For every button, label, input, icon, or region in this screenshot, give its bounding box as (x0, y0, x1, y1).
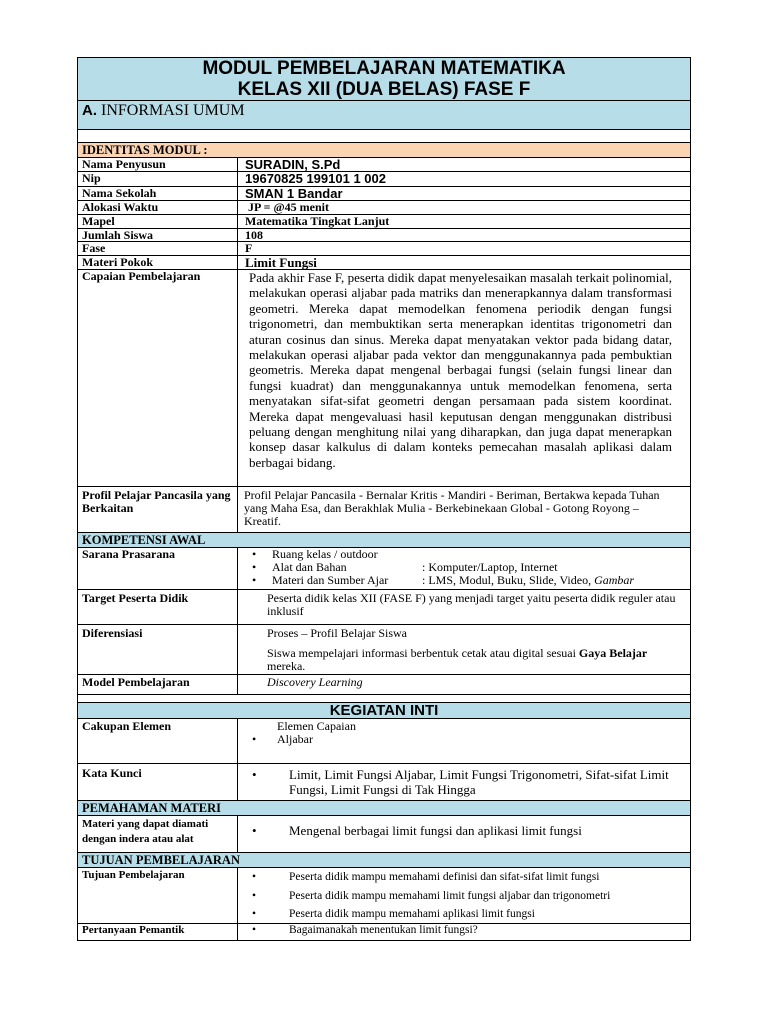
sarana-item (238, 574, 690, 587)
cakupan-title: Elemen Capaian (277, 719, 356, 733)
pemahaman-item (238, 824, 690, 837)
label-alokasi-waktu: Alokasi Waktu (78, 201, 238, 214)
row-mapel (78, 215, 690, 229)
row-nama-penyusun (78, 158, 690, 172)
value-jumlah-siswa: 108 (245, 228, 263, 242)
label-cakupan-elemen: Cakupan Elemen (78, 719, 238, 763)
cakupan-item-text: Aljabar (277, 732, 313, 746)
tujuan-list (238, 868, 690, 924)
diferensiasi-line-2 (267, 647, 672, 673)
sarana-item-detail-italic: Gambar (594, 573, 635, 587)
tujuan-item (238, 868, 690, 887)
diferensiasi-text-end: mereka. (267, 659, 306, 673)
sarana-item-detail: : LMS, Modul, Buku, Slide, Video, (422, 573, 592, 587)
label-pertanyaan-pemantik: Pertanyaan Pemantik (78, 924, 238, 940)
value-model-pembelajaran: Discovery Learning (267, 675, 363, 689)
value-capaian-pembelajaran: Pada akhir Fase F, peserta didik dapat menyelesaikan masalah terkait polinomial, melakukan operasi aljabar pada matriks dan menerapkannya dalam transformasi geometri. Mereka dapat memodelkan fenomena periodik dengan fungsi trigonometri, dan membuktikan serta menerapkan identitas trigonometri dan aturan cosinus dan sinus. Mereka dapat menyatakan vektor pada bidang datar, melakukan operasi aljabar pada vektor dan menggunakannya pada pembuktian geometris. Mereka dapat mengenal berbagai fungsi (selain fungsi linear dan fungsi kuadrat) dan menggunakannya untuk memodelkan fenomena, serta menyatakan sifat-sifat geometri dengan persamaan pada sistem koordinat. Mereka dapat mengevaluasi hasil keputusan dengan menggunakan distribusi peluang dengan menghitung nilai yang diharapkan, dan juga dapat menerapkan konsep dasar kalkulus di dalam konteks pemecahan masalah aplikasi dalam berbagai bidang. (249, 270, 672, 470)
diferensiasi-bold: Gaya Belajar (578, 646, 648, 660)
pemahaman-cell (238, 816, 690, 852)
label-nama-penyusun: Nama Penyusun (78, 158, 238, 171)
row-pertanyaan-pemantik (78, 924, 690, 940)
kata-kunci-cell (238, 764, 690, 800)
pemahaman-header: PEMAHAMAN MATERI (78, 801, 690, 816)
title-line-2: KELAS XII (DUA BELAS) FASE F (237, 79, 531, 100)
row-materi-pokok (78, 256, 690, 270)
label-jumlah-siswa: Jumlah Siswa (78, 229, 238, 241)
pemantik-cell (238, 924, 690, 940)
sarana-item-name: Materi dan Sumber Ajar (272, 573, 389, 587)
tujuan-item-text: Peserta didik mampu memahami aplikasi limit fungsi (289, 908, 535, 920)
row-nama-sekolah (78, 187, 690, 201)
pemahaman-text: Mengenal berbagai limit fungsi dan aplikasi limit fungsi (289, 823, 582, 838)
value-fase: F (245, 241, 253, 255)
row-diferensiasi (78, 625, 690, 675)
spacer-row (78, 130, 690, 143)
label-materi-pokok: Materi Pokok (78, 256, 238, 269)
cakupan-list (238, 733, 690, 746)
label-model-pembelajaran: Model Pembelajaran (78, 675, 238, 694)
label-pemahaman-materi: Materi yang dapat diamati dengan indera atau alat (78, 816, 238, 852)
value-profil-pelajar: Profil Pelajar Pancasila - Bernalar Kritis - Mandiri - Beriman, Bertakwa kepada Tuhan yang Maha Esa, dan Berakhlak Mulia - Berkebinekaan Global - Gotong Royong – Kreatif. (244, 488, 660, 528)
tujuan-item (238, 887, 690, 906)
diferensiasi-cell (238, 625, 690, 674)
label-diferensiasi: Diferensiasi (78, 625, 238, 674)
pemantik-list (238, 924, 690, 937)
row-nip (78, 172, 690, 187)
kata-kunci-text: Limit, Limit Fungsi Aljabar, Limit Fungsi Trigonometri, Sifat-sifat Limit Fungsi, Limit Fungsi di Tak Hingga (289, 767, 669, 797)
kata-kunci-item (238, 767, 670, 797)
value-materi-pokok: Limit Fungsi (245, 255, 317, 270)
title-line-1: MODUL PEMBELAJARAN MATEMATIKA (202, 58, 566, 79)
row-target-peserta-didik (78, 590, 690, 625)
row-model-pembelajaran (78, 675, 690, 695)
module-document (77, 57, 691, 941)
diferensiasi-line-1: Proses – Profil Belajar Siswa (267, 626, 407, 640)
row-sarana-prasarana (78, 548, 690, 590)
value-nama-penyusun: SURADIN, S.Pd (245, 157, 341, 172)
row-pemahaman-materi (78, 816, 690, 853)
value-nip: 19670825 199101 1 002 (245, 171, 386, 186)
value-alokasi-waktu: JP = @45 menit (248, 200, 329, 214)
tujuan-item-text: Peserta didik mampu memahami definisi dan sifat-sifat limit fungsi (289, 871, 600, 883)
label-mapel: Mapel (78, 215, 238, 228)
kompetensi-header: KOMPETENSI AWAL (78, 533, 690, 548)
value-mapel: Matematika Tingkat Lanjut (245, 214, 390, 228)
label-sarana-prasarana: Sarana Prasarana (78, 548, 238, 589)
label-kata-kunci: Kata Kunci (78, 764, 238, 800)
value-target-peserta-didik: Peserta didik kelas XII (FASE F) yang menjadi target yaitu peserta didik reguler atau inklusif (267, 591, 676, 618)
pemahaman-list (238, 824, 690, 837)
row-tujuan-pembelajaran (78, 868, 690, 924)
sarana-list-cell (238, 548, 690, 589)
label-nama-sekolah: Nama Sekolah (78, 187, 238, 200)
value-nama-sekolah: SMAN 1 Bandar (245, 186, 343, 201)
section-a-heading (78, 101, 690, 130)
tujuan-item (238, 905, 690, 924)
row-capaian-pembelajaran (78, 270, 690, 487)
tujuan-item-text: Peserta didik mampu memahami limit fungsi aljabar dan trigonometri (289, 889, 611, 902)
sarana-item-name: Ruang kelas / outdoor (272, 547, 378, 561)
cakupan-item (238, 733, 690, 746)
identitas-header: IDENTITAS MODUL : (78, 143, 690, 158)
row-fase (78, 242, 690, 256)
tujuan-cell (238, 868, 690, 923)
label-target-peserta-didik: Target Peserta Didik (78, 590, 238, 624)
row-jumlah-siswa (78, 229, 690, 242)
label-fase: Fase (78, 242, 238, 255)
label-tujuan-pembelajaran: Tujuan Pembelajaran (78, 868, 238, 923)
label-nip: Nip (78, 172, 238, 186)
kata-kunci-list (238, 767, 670, 797)
section-a-label: INFORMASI UMUM (101, 102, 245, 119)
sarana-item-name: Alat dan Bahan (272, 560, 347, 574)
pemantik-item (238, 924, 690, 937)
row-cakupan-elemen (78, 719, 690, 764)
tujuan-header: TUJUAN PEMBELAJARAN (78, 853, 690, 868)
cakupan-cell (238, 719, 690, 763)
document-title (78, 58, 690, 101)
kegiatan-inti-header: KEGIATAN INTI (78, 703, 690, 719)
label-capaian-pembelajaran: Capaian Pembelajaran (78, 270, 238, 486)
label-profil-pelajar: Profil Pelajar Pancasila yang Berkaitan (78, 487, 238, 532)
row-kata-kunci (78, 764, 690, 801)
pemantik-text: Bagaimanakah menentukan limit fungsi? (289, 924, 478, 936)
diferensiasi-text: Siswa mempelajari informasi berbentuk cetak atau digital sesuai (267, 646, 579, 660)
row-profil-pelajar (78, 487, 690, 533)
sarana-list (238, 548, 690, 587)
sarana-item-detail: : Komputer/Laptop, Internet (422, 560, 558, 574)
row-alokasi-waktu (78, 201, 690, 215)
section-a-letter: A. (82, 102, 97, 119)
